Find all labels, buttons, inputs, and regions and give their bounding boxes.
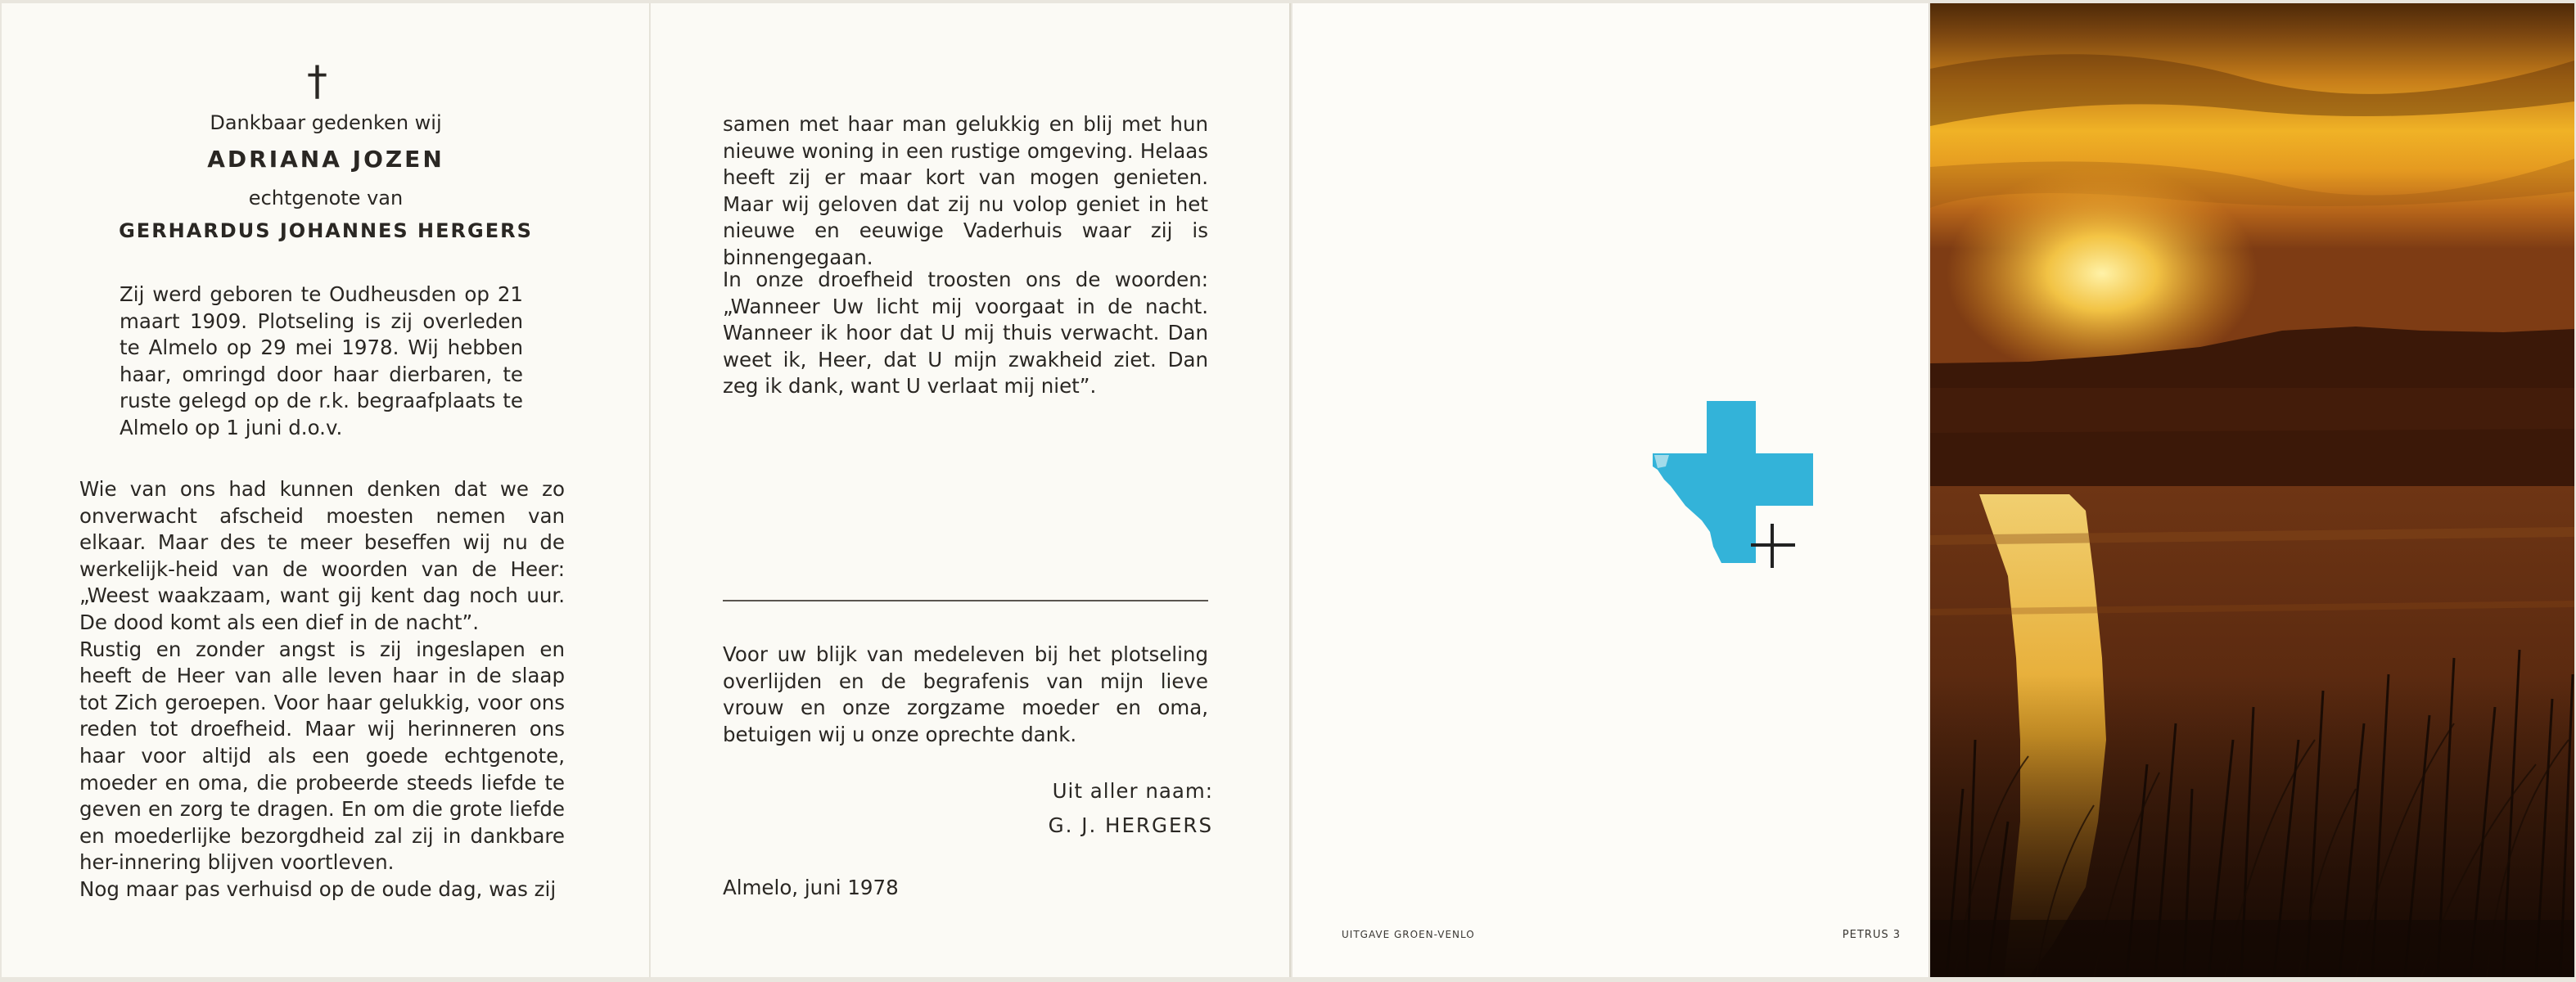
divider-line [723,600,1208,601]
thanks-paragraph: Voor uw blijk van medeleven bij het plotseling overlijden en de begrafenis van mijn lieve vrouw en onze zorgzame moeder en oma, betuigen wij u onze oprechte dank. [723,642,1208,746]
place-date: Almelo, juni 1978 [723,876,899,899]
card-panel-front [1930,3,2574,977]
comfort-poem: In onze droefheid troosten ons de woorden: „Wanneer Uw licht mij voorgaat in de nacht. Wanneer ik hoor dat U mij thuis verwacht. Dan weet ik, Heer, dat U mijn zwakheid ziet. Dan zeg ik dank, want U verlaat mij niet”. [723,268,1208,399]
blue-cross-logo-icon [1653,401,1816,573]
memorial-text: Wie van ons had kunnen denken dat we zo onverwacht afscheid moesten nemen van elkaar. Maar des te meer beseffen wij nu de werkelijk-heid van de woorden van de Heer: „Weest waakzaam, want gij kent dag noch uur. De dood komt als een dief in de nacht”. Rustig en zonder angst is zij ingeslapen en heeft de Heer van alle leven haar in de slaap tot Zich geroepen. Voor haar gelukkig, voor ons reden tot droefheid. Maar wij herinneren ons haar voor altijd als een goede echtgenote, moeder en oma, die probeerde steeds liefde te geven en zorg te dragen. En om die grote liefde en moederlijke bezorgdheid zal zij in dankbare her-innering blijven voortleven. Nog maar pas verhuisd op de oude dag, was zij [79,477,565,901]
memorial-text-continued: samen met haar man gelukkig en blij met hun nieuwe woning in een rustige omgeving. Helaas heeft zij er maar kort van mogen genieten. Maar wij geloven dat zij nu volop geniet in het nieuwe en eeuwige Vaderhuis waar zij is binnengegaan. [723,112,1208,269]
signature: G. J. HERGERS [1048,813,1213,837]
deceased-name: ADRIANA JOZEN [207,146,444,173]
card-panel-left [2,3,650,977]
card-panel-inner [651,3,1291,977]
series-label: PETRUS 3 [1842,929,1901,941]
husband-name: GERHARDUS JOHANNES HERGERS [119,219,533,242]
sunset-over-lake-photo-icon [1930,3,2574,977]
intro-line: Dankbaar gedenken wij [210,111,442,134]
on-behalf-line: Uit aller naam: [1052,779,1213,803]
card-panel-back [1293,3,1929,977]
cross-icon: † [307,57,327,105]
relation-line: echtgenote van [248,187,404,209]
publisher-label: UITGAVE GROEN-VENLO [1342,929,1475,940]
biography-paragraph: Zij werd geboren te Oudheusden op 21 maart 1909. Plotseling is zij overleden te Almelo op 29 mei 1978. Wij hebben haar, omringd door haar dierbaren, te ruste gelegd op de r.k. begraafplaats te Almelo op 1 juni d.o.v. [120,282,523,439]
